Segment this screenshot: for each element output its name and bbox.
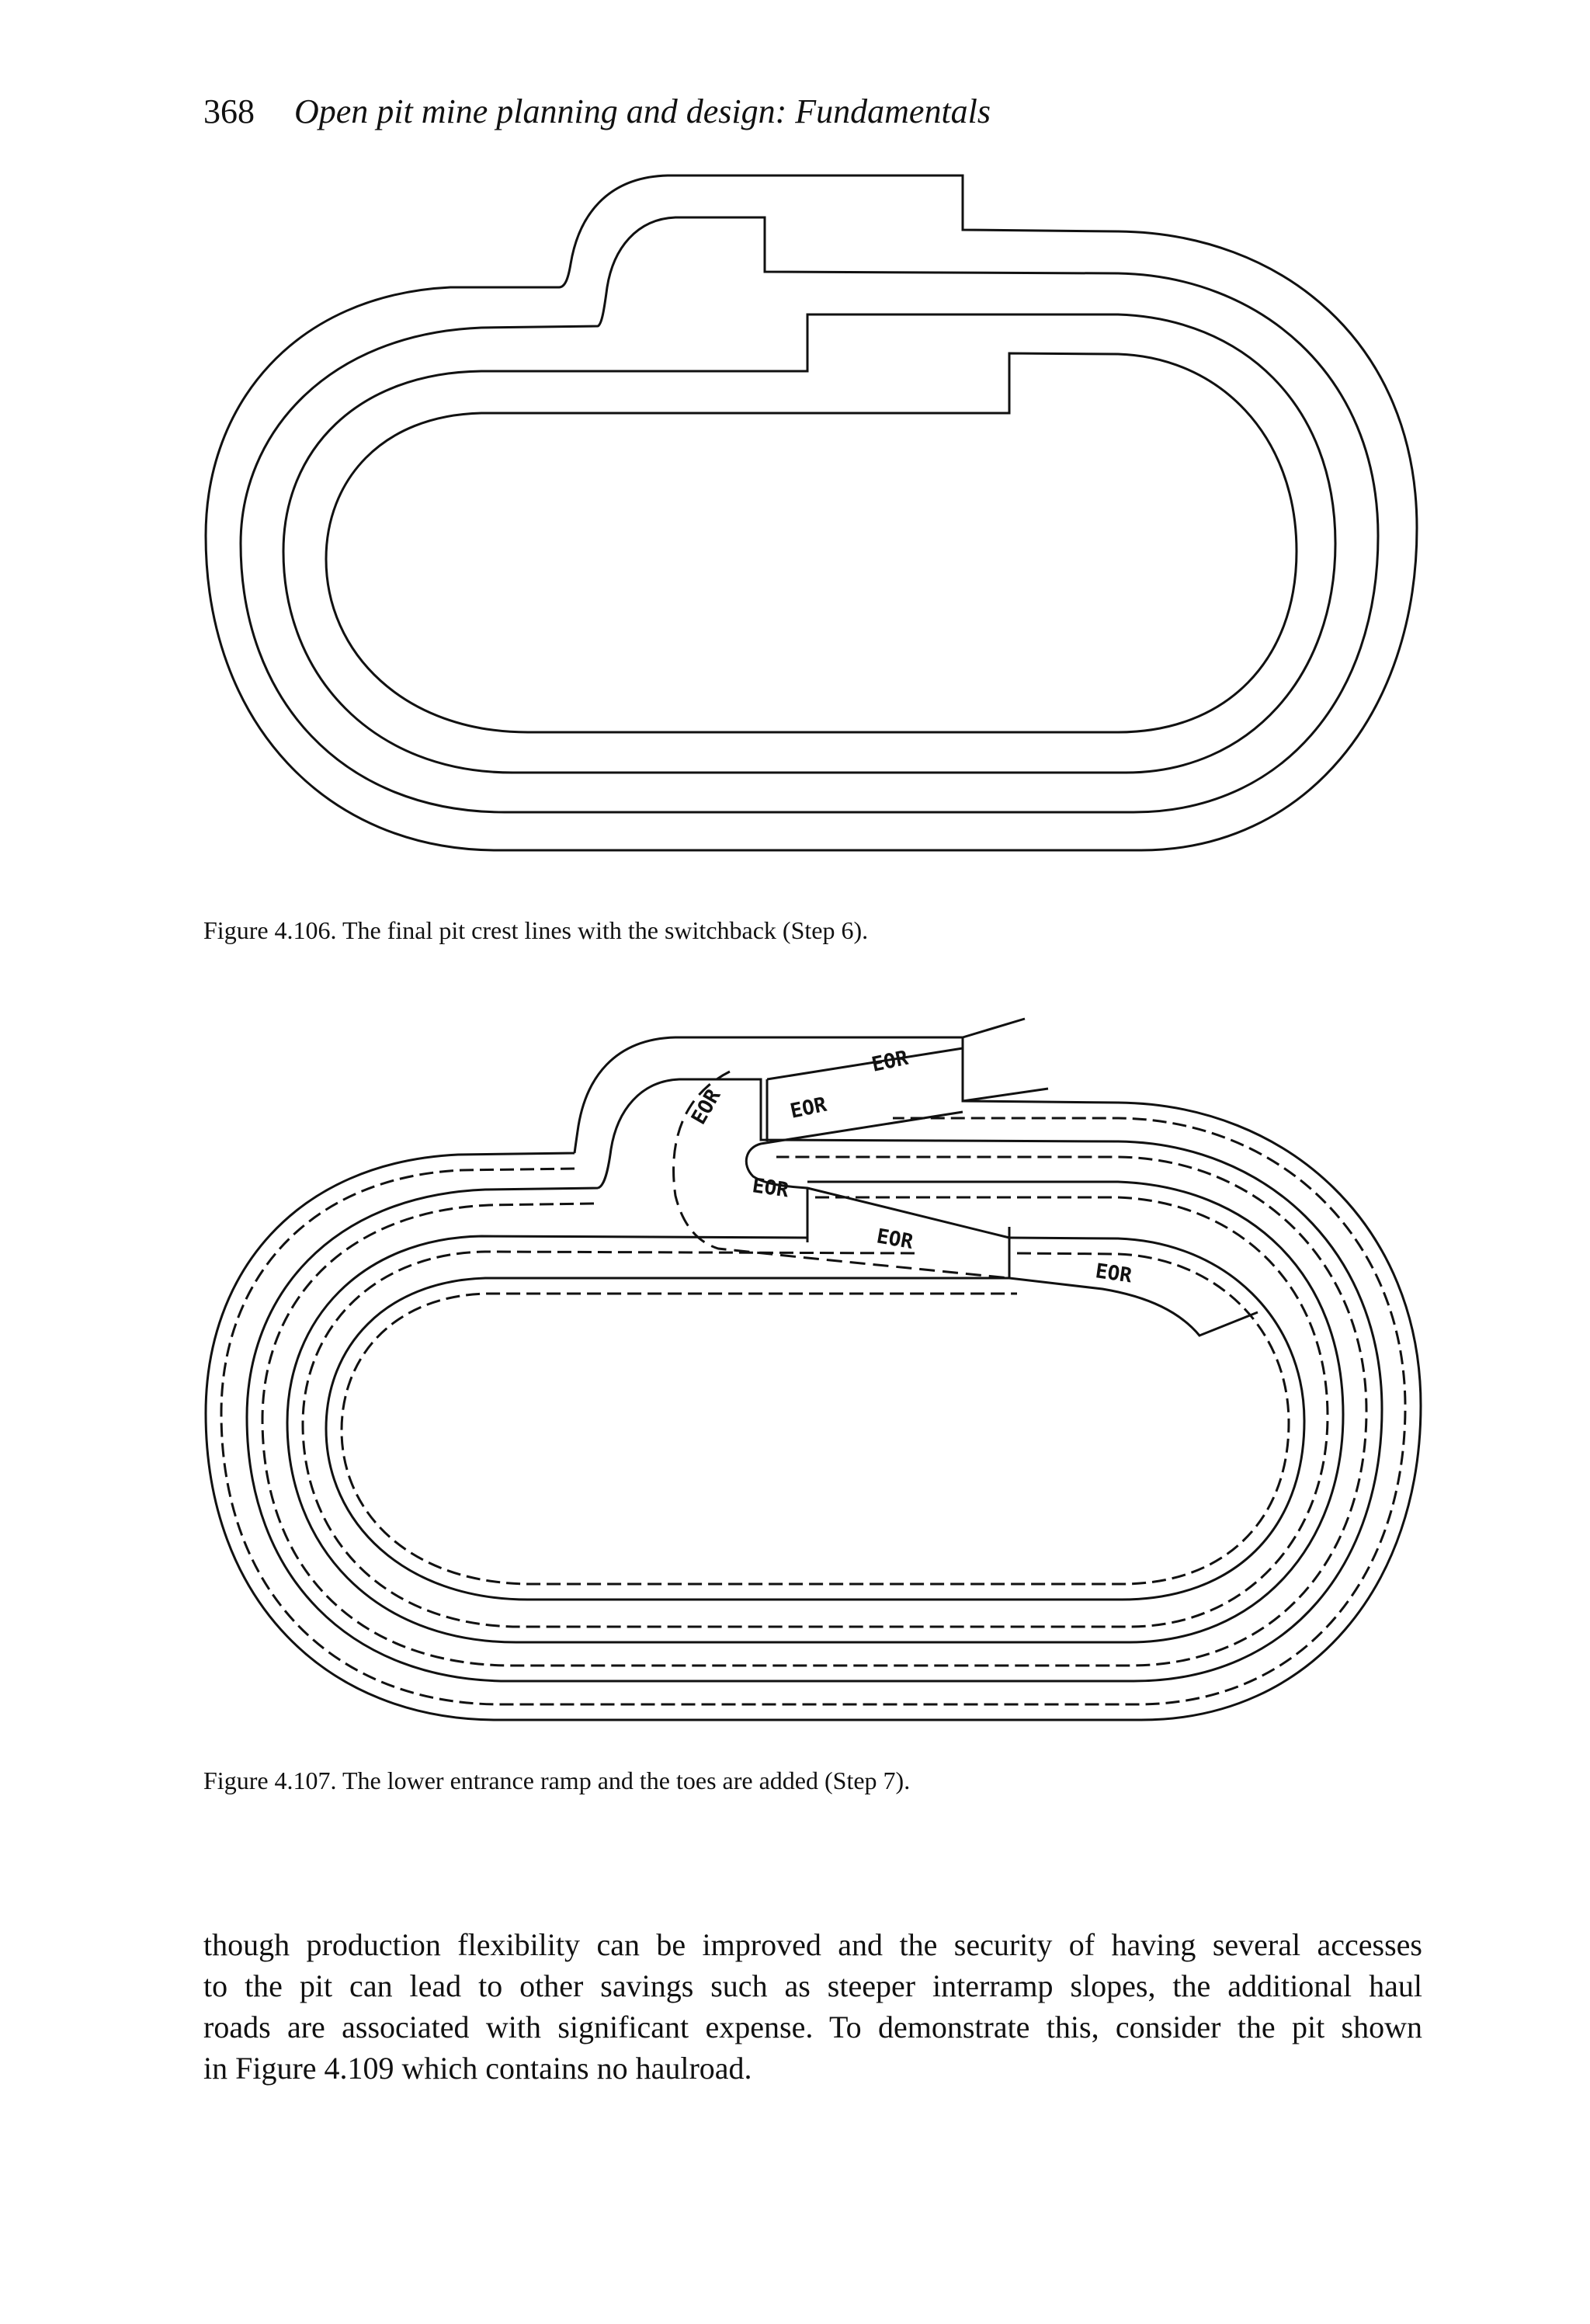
eor-label: EOR [870, 1046, 911, 1077]
page-number: 368 [203, 92, 255, 130]
ramp-inner-curve [674, 1072, 1009, 1278]
figure-4-107-caption: Figure 4.107. The lower entrance ramp and the toes are added (Step 7). [203, 1766, 911, 1794]
eor-label: EOR [751, 1174, 790, 1203]
ramp-switchback-nose [746, 1112, 1009, 1238]
body-line: roads are associated with significant expense. To demonstrate this, consider the pit shown [203, 2010, 1422, 2044]
bench-2-crest [247, 1079, 1382, 1681]
body-paragraph [203, 1924, 1422, 2089]
ramp-edge-b [963, 1089, 1048, 1101]
bench-2-toe [262, 1157, 1366, 1666]
eor-label: EOR [788, 1093, 829, 1124]
eor-label: EOR [1094, 1259, 1133, 1288]
ramp-edge-a [767, 1048, 963, 1079]
bench-4-toe [342, 1253, 1289, 1584]
bench-3-toe [303, 1197, 1328, 1627]
eor-label: EOR [874, 1225, 915, 1255]
eor-label: EOR [687, 1085, 726, 1129]
ramp-upper-edge [963, 1019, 1025, 1037]
body-line: though production flexibility can be improved and the security of having several accesses [203, 1927, 1422, 1962]
book-title: Open pit mine planning and design: Fundamentals [294, 92, 991, 130]
body-line: in Figure 4.109 which contains no haulroad. [203, 2051, 752, 2086]
figure-4-106-caption: Figure 4.106. The final pit crest lines with the switchback (Step 6). [203, 916, 869, 944]
body-line: to the pit can lead to other savings such as steeper interramp slopes, the additional haul [203, 1968, 1422, 2003]
bench-4-crest [326, 1238, 1304, 1600]
